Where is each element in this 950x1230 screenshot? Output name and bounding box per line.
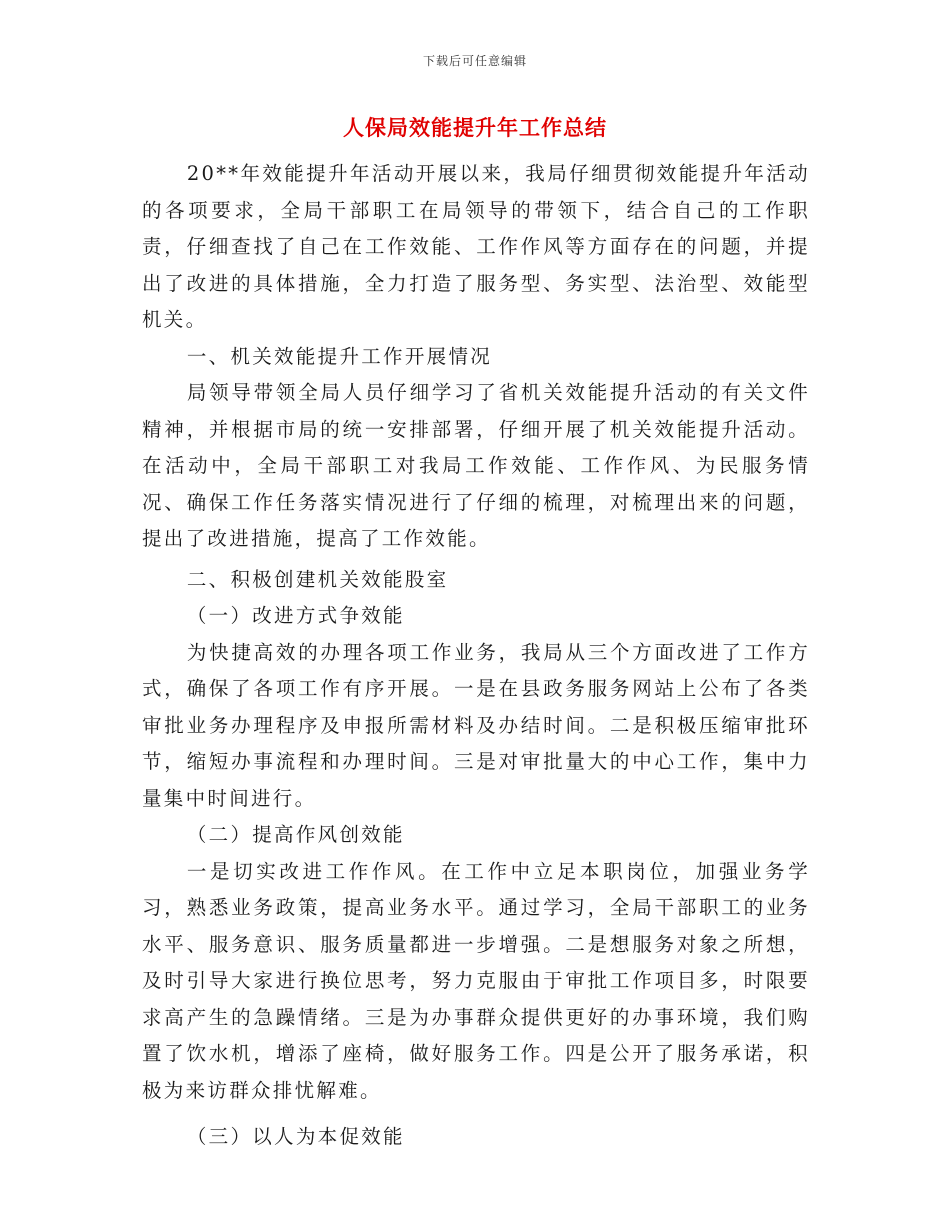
section-heading-1: 一、机关效能提升工作开展情况 xyxy=(186,344,493,368)
subsection-heading-1: （一）改进方式争效能 xyxy=(186,604,405,627)
header-note: 下载后可任意编辑 xyxy=(422,54,527,68)
paragraph-subsection-1: 为快捷高效的办理各项工作业务，我局从三个方面改进了工作方式，确保了各项工作有序开展。一是在县政务服务网站上公布了各类审批业务办理程序及申报所需材料及办结时间。二是积极压缩审批环节，缩短办事流程和办理时间。三是对审批量大的中心工作，集中力量集中时间进行。 xyxy=(142,640,810,810)
paragraph-intro: 20**年效能提升年活动开展以来，我局仔细贯彻效能提升年活动的各项要求，全局干部职工在局领导的带领下，结合自己的工作职责，仔细查找了自己在工作效能、工作作风等方面存在的问题，并提出了改进的具体措施，全力打造了服务型、务实型、法治型、效能型机关。 xyxy=(142,162,810,331)
paragraph-subsection-2: 一是切实改进工作作风。在工作中立足本职岗位，加强业务学习，熟悉业务政策，提高业务水平。通过学习，全局干部职工的业务水平、服务意识、服务质量都进一步增强。二是想服务对象之所想，及时引导大家进行换位思考，努力克服由于审批工作项目多，时限要求高产生的急躁情绪。三是为办事群众提供更好的办事环境，我们购置了饮水机，增添了座椅，做好服务工作。四是公开了服务承诺，积极为来访群众排忧解难。 xyxy=(142,859,810,1102)
paragraph-section-1: 局领导带领全局人员仔细学习了省机关效能提升活动的有关文件精神，并根据市局的统一安排部署，仔细开展了机关效能提升活动。在活动中，全局干部职工对我局工作效能、工作作风、为民服务情况、确保工作任务落实情况进行了仔细的梳理，对梳理出来的问题，提出了改进措施，提高了工作效能。 xyxy=(142,381,810,550)
document-title: 人保局效能提升年工作总结 xyxy=(343,116,607,140)
section-heading-2: 二、积极创建机关效能股室 xyxy=(186,567,449,591)
subsection-heading-3: （三）以人为本促效能 xyxy=(186,1125,405,1148)
document-body xyxy=(142,156,810,1156)
subsection-heading-2: （二）提高作风创效能 xyxy=(186,823,405,846)
